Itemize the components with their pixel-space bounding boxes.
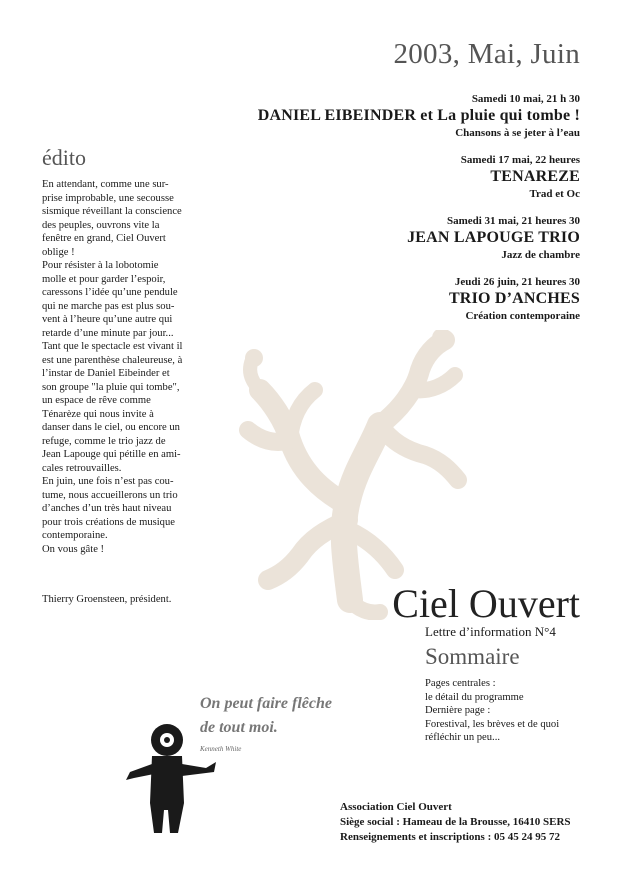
edito-line: contemporaine. [42, 530, 108, 541]
edito-line: On vous gâte ! [42, 543, 105, 555]
edito-line: sismique réveillant la conscience [42, 206, 182, 217]
edito-signature: Thierry Groensteen, président. [42, 594, 172, 605]
background-motif-illustration [230, 330, 470, 620]
event-title: TENAREZE [490, 168, 580, 185]
edito-line: refuge, comme le trio jazz de [42, 435, 166, 447]
sommaire-list [425, 677, 595, 745]
edito-line: caressons l’idée qu’une pendule [42, 287, 178, 298]
event-title: TRIO D’ANCHES [448, 290, 580, 307]
edito-line: tume, nous accueillerons un trio [42, 489, 178, 501]
event-date: Samedi 17 mai, 22 heures [460, 154, 580, 166]
event-genre: Chansons à se jeter à l’eau [455, 127, 580, 139]
edito-line: retarde d’une minute par jour... [42, 327, 174, 339]
sommaire-line: le détail du programme [425, 691, 524, 703]
edito-line: un espace de rêve comme [42, 395, 151, 406]
events-list [180, 92, 580, 336]
association-contact: Renseignements et inscriptions : 05 45 24 95 72 [340, 831, 560, 843]
sommaire-line: Forestival, les brèves et de quoi [425, 718, 560, 730]
sommaire-line: réfléchir un peu... [425, 732, 501, 743]
event-date: Samedi 31 mai, 21 heures 30 [446, 215, 580, 227]
event-item [180, 92, 580, 140]
sommaire-line: Pages centrales : [425, 678, 496, 689]
edito-line: l’instar de Daniel Eibeinder et [42, 368, 170, 379]
stamped-figure-illustration [122, 718, 222, 838]
edito-heading: édito [42, 145, 86, 170]
event-date: Samedi 10 mai, 21 h 30 [471, 93, 580, 105]
event-genre: Création contemporaine [465, 310, 580, 322]
sommaire-heading: Sommaire [425, 644, 520, 669]
edito-line: prise improbable, une secousse [42, 192, 174, 204]
event-item [180, 275, 580, 323]
edito-text [42, 178, 200, 556]
event-title: JEAN LAPOUGE TRIO [407, 229, 580, 246]
edito-line: vent à l’heure qu’une autre qui [42, 314, 173, 325]
edito-line: pour trois créations de musique [42, 516, 175, 528]
quote-line: On peut faire flêche [200, 695, 332, 712]
edito-line: son groupe "la pluie qui tombe", [42, 381, 180, 393]
edito-line: qui ne marche pas est plus sou- [42, 300, 175, 312]
event-item [180, 214, 580, 262]
edito-line: Jean Lapouge qui pétille en ami- [42, 449, 181, 460]
quote-author: Kenneth White [200, 745, 242, 753]
event-genre: Trad et Oc [529, 188, 580, 200]
edito-line: En juin, une fois n’est pas cou- [42, 476, 174, 487]
sommaire-line: Dernière page : [425, 705, 491, 716]
event-item [180, 153, 580, 201]
event-title: DANIEL EIBEINDER et La pluie qui tombe ! [257, 107, 580, 124]
edito-line: Pour résister à la lobotomie [42, 260, 159, 271]
association-info [340, 800, 571, 845]
edito-line: danser dans le ciel, ou encore un [42, 422, 180, 433]
edito-line: Tant que le spectacle est vivant il [42, 341, 183, 352]
edito-line: d’anches d’un très haut niveau [42, 503, 172, 514]
association-address: Siège social : Hameau de la Brousse, 16410 SERS [340, 816, 571, 828]
edito-line: cales retrouvailles. [42, 462, 122, 474]
edito-line: molle et pour garder l’espoir, [42, 273, 166, 285]
event-date: Jeudi 26 juin, 21 heures 30 [454, 276, 580, 288]
brand-title: Ciel Ouvert [392, 581, 580, 626]
edito-line: Ténarèze qui nous invite à [42, 408, 154, 420]
edito-line: fenêtre en grand, Ciel Ouvert [42, 233, 166, 244]
edito-line: En attendant, comme une sur- [42, 179, 169, 190]
event-genre: Jazz de chambre [501, 249, 580, 261]
edito-line: oblige ! [42, 246, 75, 258]
edito-line: est une parenthèse chaleureuse, à [42, 354, 183, 366]
quote-line: de tout moi. [200, 719, 278, 736]
issue-date: 2003, Mai, Juin [393, 38, 580, 70]
edito-line: des peuples, ouvrons vite la [42, 219, 160, 231]
association-name: Association Ciel Ouvert [340, 801, 452, 813]
newsletter-subtitle: Lettre d’information N°4 [425, 624, 556, 639]
